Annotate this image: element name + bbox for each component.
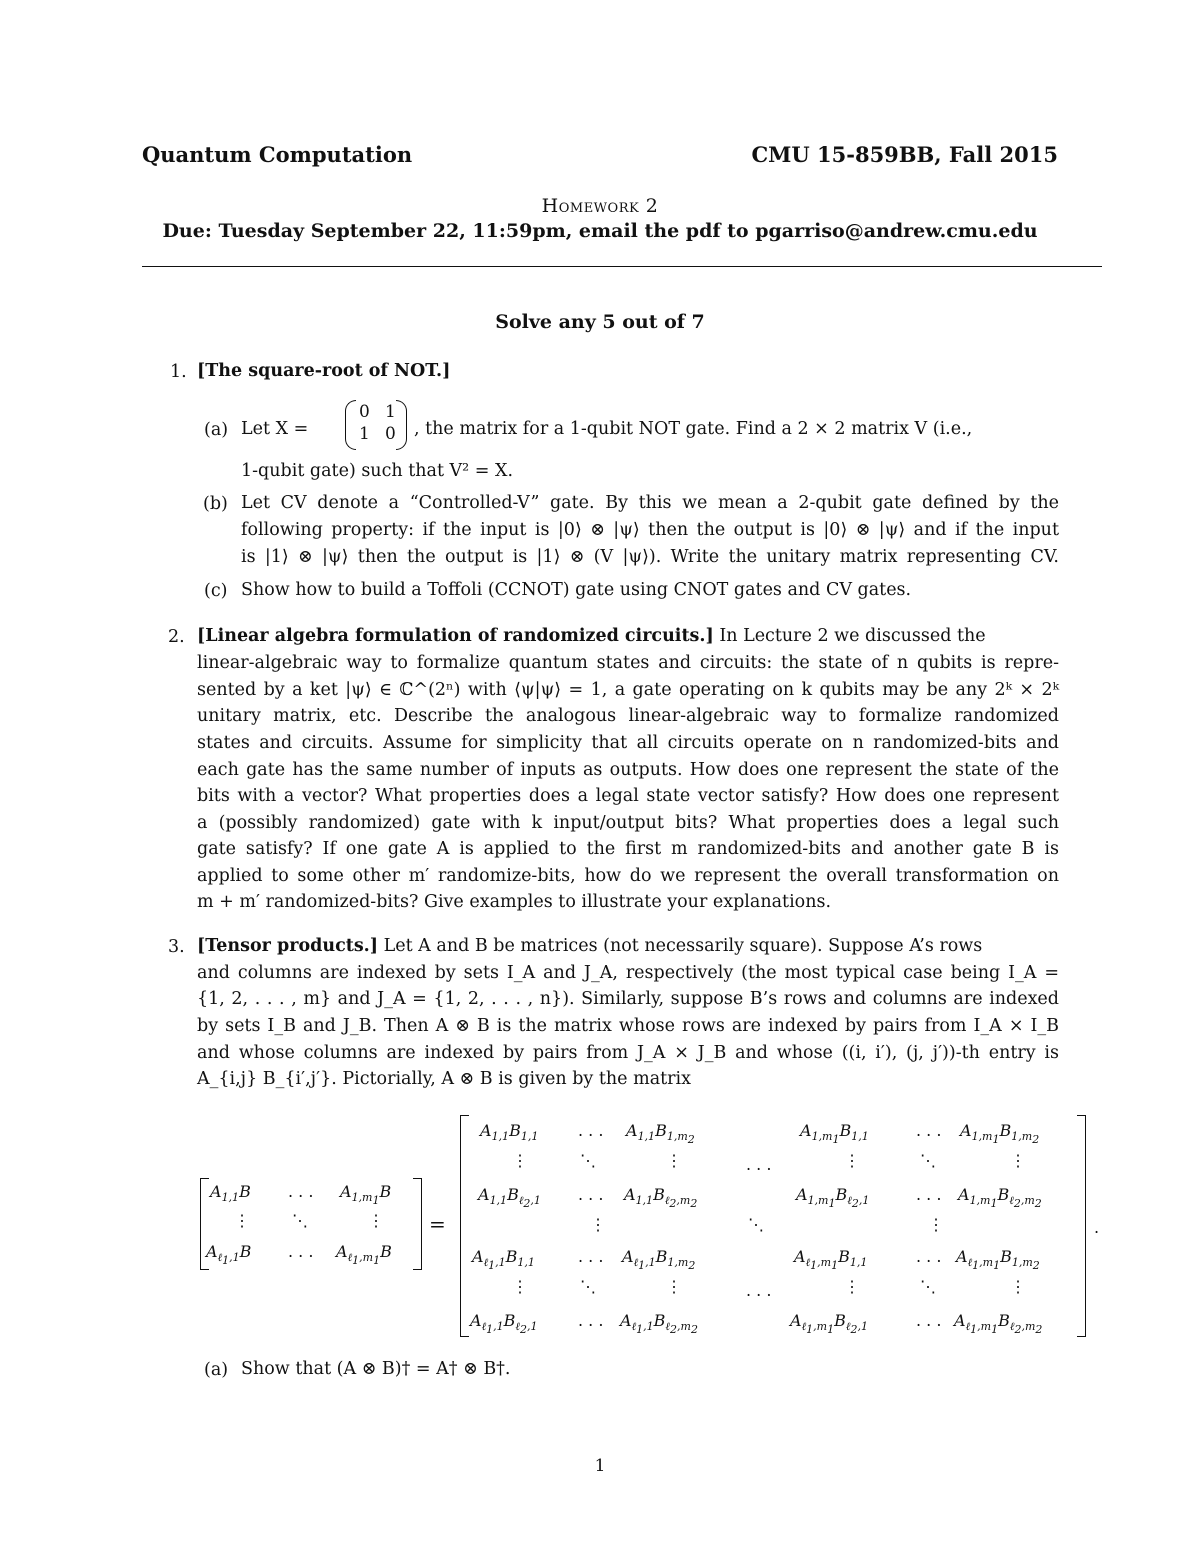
problem-1a-line-2: , the matrix for a 1-qubit NOT gate. Find a 2 × 2 matrix V (i.e., xyxy=(414,419,973,439)
block-matrix-left: $A_{1,1}B$ . . . $A_{1,m_1}B$ ⋮ ⋱ ⋮ $A_{\ell_1,1}B$ . . . $A_{\ell_1,m_1}B$ xyxy=(200,1178,422,1270)
instructions: Solve any 5 out of 7 xyxy=(495,311,705,333)
matrix-period: . xyxy=(1094,1218,1100,1237)
problem-2-line-6: each gate has the same number of inputs as outputs. How does one represent the state of the xyxy=(197,760,1059,780)
problem-1b-line-3: is |1⟩ ⊗ |ψ⟩ then the output is |1⟩ ⊗ (V |ψ⟩). Write the unitary matrix representing CV. xyxy=(241,547,1059,567)
problem-3-title: [Tensor products.] xyxy=(197,936,379,956)
problem-1-title: [The square-root of NOT.] xyxy=(197,361,451,381)
problem-3-line-6: A_{i,j} B_{i′,j′}. Pictorially, A ⊗ B is given by the matrix xyxy=(197,1069,691,1089)
problem-3a-line-1: Show that (A ⊗ B)† = A† ⊗ B†. xyxy=(241,1359,511,1379)
problem-1b-label: (b) xyxy=(203,494,228,514)
problem-2-line-11: m + m′ randomized-bits? Give examples to illustrate your explanations. xyxy=(197,892,832,912)
problem-3-line-3: {1, 2, . . . , m} and J_A = {1, 2, . . . , n}). Similarly, suppose B’s rows and columns are indexed xyxy=(197,989,1059,1009)
header-divider xyxy=(142,266,1102,267)
problem-2-first-line xyxy=(197,623,1059,650)
problem-3-line-4: by sets I_B and J_B. Then A ⊗ B is the matrix whose rows are indexed by pairs from I_A × I_B xyxy=(197,1016,1059,1036)
problem-2-line-4: unitary matrix, etc. Describe the analogous linear-algebraic way to formalize randomized xyxy=(197,706,1059,726)
problem-1b-line-1: Let CV denote a “Controlled-V” gate. By this we mean a 2-qubit gate defined by the xyxy=(241,493,1059,513)
problem-3-line-5: and whose columns are indexed by pairs from J_A × J_B and whose ((i, i′), (j, j′))-th entry is xyxy=(197,1043,1059,1063)
problem-1c-label: (c) xyxy=(204,581,228,601)
problem-1a-label: (a) xyxy=(204,420,229,440)
problem-2-line-2: linear-algebraic way to formalize quantum states and circuits: the state of n qubits is repre- xyxy=(197,653,1059,673)
problem-2-line-10: applied to some other m′ randomize-bits, how do we represent the overall transformation on xyxy=(197,866,1059,886)
problem-2-line-7: bits with a vector? What properties does a legal state vector satisfy? How does one represent xyxy=(197,786,1059,806)
problem-2-line-5: states and circuits. Assume for simplicity that all circuits operate on n randomized-bits and xyxy=(197,733,1059,753)
problem-2-line-1: In Lecture 2 we discussed the xyxy=(713,626,986,646)
homework-title: Homework 2 xyxy=(541,195,659,217)
problem-3-number: 3. xyxy=(168,937,185,957)
problem-3-line-1: Let A and B be matrices (not necessarily square). Suppose A’s rows xyxy=(378,936,983,956)
problem-3a-label: (a) xyxy=(204,1360,229,1380)
problem-3-first-line xyxy=(197,933,1059,960)
problem-3-line-2: and columns are indexed by sets I_A and J_A, respectively (the most typical case being I_A = xyxy=(197,963,1059,983)
problem-2-title: [Linear algebra formulation of randomized circuits.] xyxy=(197,626,714,646)
problem-1a-line-3: 1-qubit gate) such that V² = X. xyxy=(241,461,514,481)
problem-1-number: 1. xyxy=(170,362,187,382)
course-code: CMU 15-859BB, Fall 2015 xyxy=(751,142,1058,167)
due-line: Due: Tuesday September 22, 11:59pm, email the pdf to pgarriso@andrew.cmu.edu xyxy=(162,220,1038,242)
page-number: 1 xyxy=(594,1456,606,1476)
problem-2-line-9: gate satisfy? If one gate A is applied to the first m randomized-bits and another gate B is xyxy=(197,839,1059,859)
problem-1b-line-2: following property: if the input is |0⟩ ⊗ |ψ⟩ then the output is |0⟩ ⊗ |ψ⟩ and if the input xyxy=(241,520,1059,540)
block-matrix-right: $A_{1,1}B_{1,1}$ . . . $A_{1,1}B_{1,m_2}$ $A_{1,m_1}B_{1,1}$ . . . $A_{1,m_1}B_{1,m_2}$ ⋮ ⋱ ⋮ . . . ⋮ ⋱ ⋮ $A_{1,1}B_{\ell_2,1}$ . . . $A_{1,1}B_{\ell_2,m_2}$ $A_{1,m_1}B_{\ell_2,1}$ . . . $A_{1,m_1}B_{\ell_2,m_2}$ ⋮ ⋱ ⋮ $A_{\ell_1,1}B_{1,1}$ . . . $A_{\ell_1,1}B_{1,m_2}$ $A_{\ell_1,m_1}B_{1,1}$ . . . $A_{\ell_1,m_1}B_{1,m_2}$ ⋮ ⋱ ⋮ . . . ⋮ ⋱ ⋮ $A_{\ell_1,1}B_{\ell_2,1}$ . . . $A_{\ell_1,1}B_{\ell_2,m_2}$ $A_{\ell_1,m_1}B_{\ell_2,1}$ . . . $A_{\ell_1,m_1}B_{\ell_2,m_2}$ xyxy=(460,1115,1086,1337)
problem-2-line-8: a (possibly randomized) gate with k input/output bits? What properties does a legal such xyxy=(197,813,1059,833)
problem-2-number: 2. xyxy=(168,627,185,647)
problem-2-line-3: sented by a ket |ψ⟩ ∈ ℂ^(2ⁿ) with ⟨ψ|ψ⟩ = 1, a gate operating on k qubits may be any 2ᵏ × 2ᵏ xyxy=(197,680,1059,700)
course-title: Quantum Computation xyxy=(142,142,413,167)
problem-1c-line-1: Show how to build a Toffoli (CCNOT) gate using CNOT gates and CV gates. xyxy=(241,580,912,600)
equals-sign: = xyxy=(429,1212,446,1236)
problem-1a-line-1: Let X = xyxy=(241,419,309,439)
not-matrix: 0 1 1 0 xyxy=(345,400,407,450)
